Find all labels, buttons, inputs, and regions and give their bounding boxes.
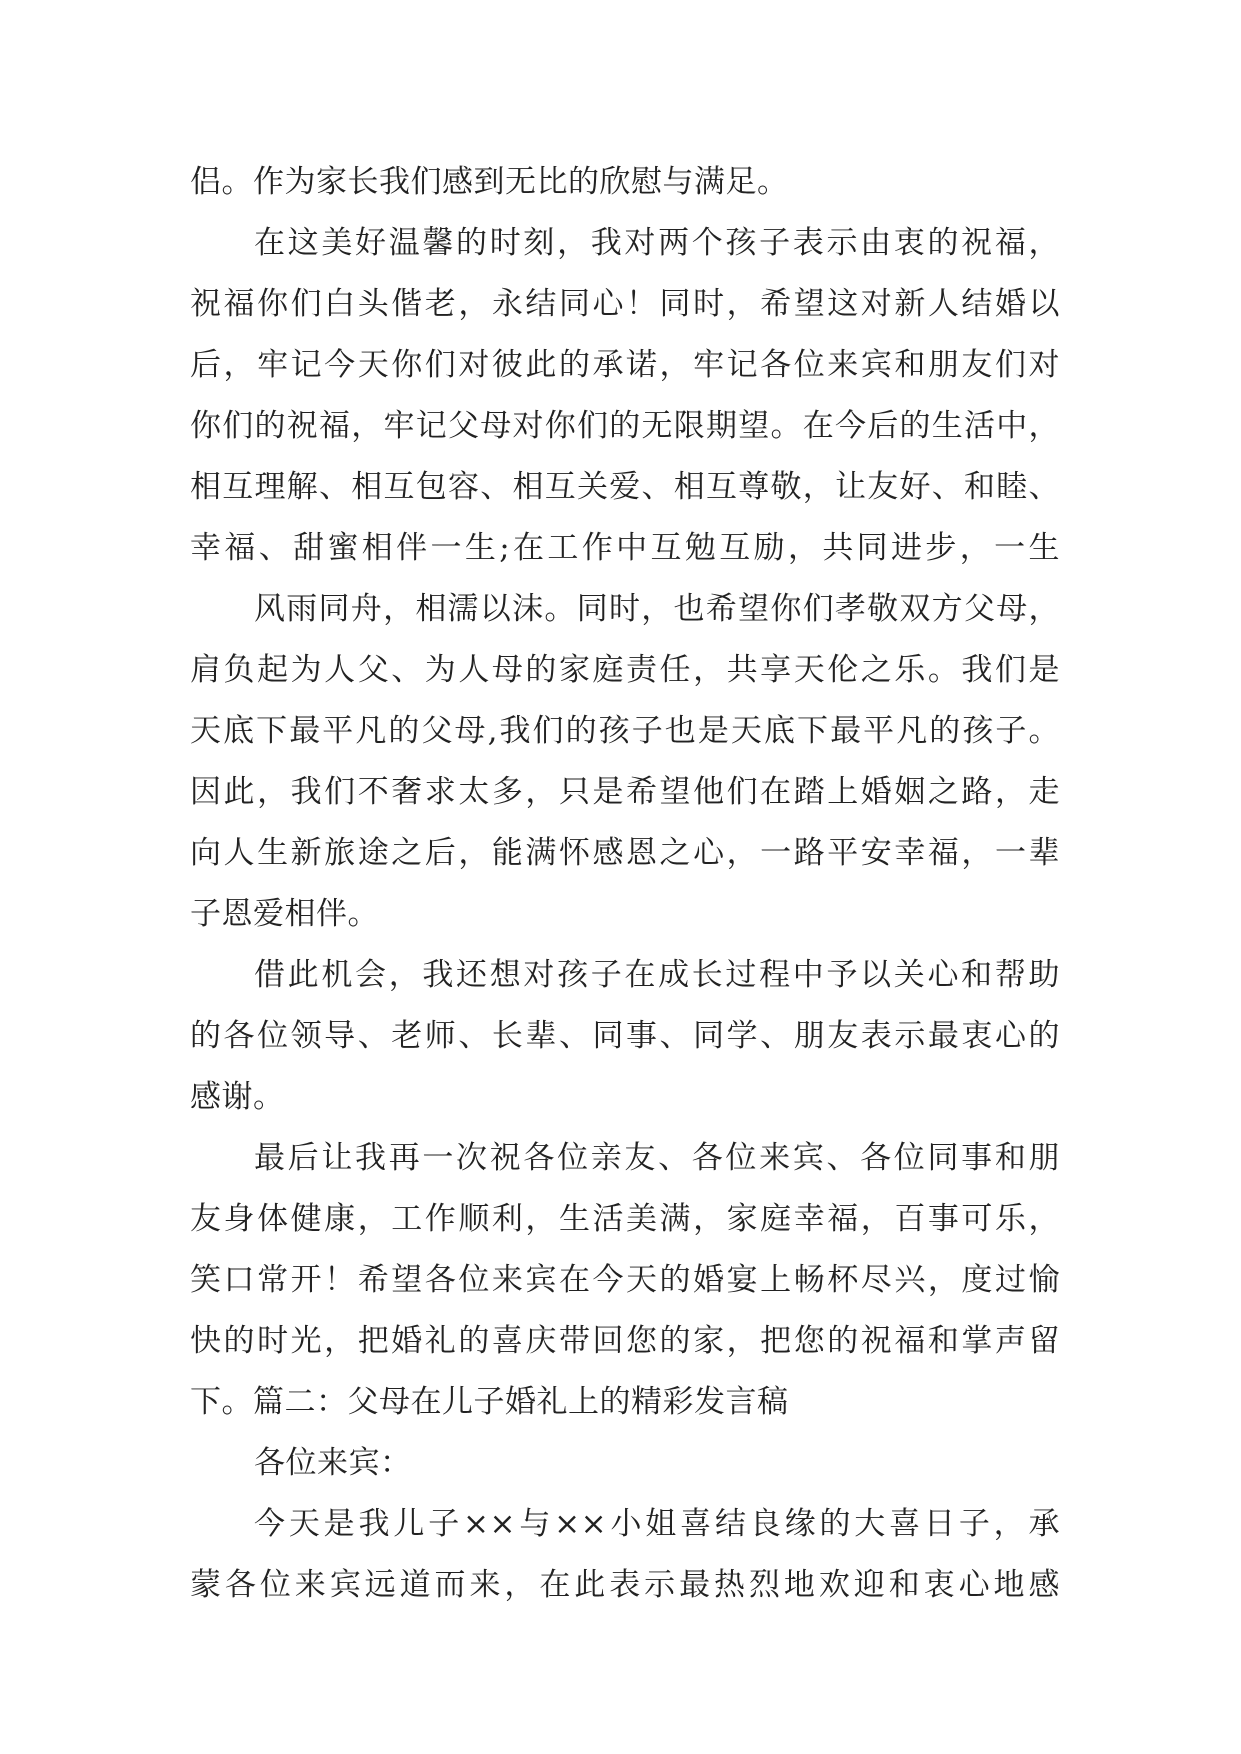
text-line: 相互理解、相互包容、相互关爱、相互尊敬，让友好、和睦、: [190, 469, 1060, 505]
text-line: 肩负起为人父、为人母的家庭责任，共享天伦之乐。我们是: [190, 652, 1060, 688]
text-line: 的各位领导、老师、长辈、同事、同学、朋友表示最衷心的: [190, 1018, 1060, 1054]
text-line: 天底下最平凡的父母,我们的孩子也是天底下最平凡的孩子。: [190, 713, 1060, 749]
text-line: 祝福你们白头偕老，永结同心！同时，希望这对新人结婚以: [190, 286, 1060, 322]
text-line: 友身体健康，工作顺利，生活美满，家庭幸福，百事可乐，: [190, 1201, 1060, 1237]
text-line: 你们的祝福，牢记父母对你们的无限期望。在今后的生活中，: [190, 408, 1060, 444]
text-line: 各位来宾：: [254, 1445, 412, 1481]
text-line: 后，牢记今天你们对彼此的承诺，牢记各位来宾和朋友们对: [190, 347, 1060, 383]
text-line: 笑口常开！希望各位来宾在今天的婚宴上畅杯尽兴，度过愉: [190, 1262, 1060, 1298]
text-line: 向人生新旅途之后，能满怀感恩之心，一路平安幸福，一辈: [190, 835, 1060, 871]
text-line: 蒙各位来宾远道而来，在此表示最热烈地欢迎和衷心地感: [190, 1567, 1060, 1603]
text-line: 在这美好温馨的时刻，我对两个孩子表示由衷的祝福，: [254, 225, 1060, 261]
text-line: 感谢。: [190, 1079, 285, 1115]
text-line: 子恩爱相伴。: [190, 896, 379, 932]
text-line: 幸福、甜蜜相伴一生;在工作中互勉互励，共同进步，一生: [190, 530, 1060, 566]
text-line: 快的时光，把婚礼的喜庆带回您的家，把您的祝福和掌声留: [190, 1323, 1060, 1359]
text-line: 风雨同舟，相濡以沫。同时，也希望你们孝敬双方父母，: [254, 591, 1060, 627]
text-line: 因此，我们不奢求太多，只是希望他们在踏上婚姻之路，走: [190, 774, 1060, 810]
text-line: 最后让我再一次祝各位亲友、各位来宾、各位同事和朋: [254, 1140, 1060, 1176]
text-line: 下。篇二：父母在儿子婚礼上的精彩发言稿: [190, 1384, 789, 1420]
text-line: 今天是我儿子××与××小姐喜结良缘的大喜日子，承: [254, 1506, 1060, 1542]
text-line: 借此机会，我还想对孩子在成长过程中予以关心和帮助: [254, 957, 1060, 993]
body-text: [190, 152, 1060, 1616]
text-line: 侣。作为家长我们感到无比的欣慰与满足。: [190, 164, 789, 200]
